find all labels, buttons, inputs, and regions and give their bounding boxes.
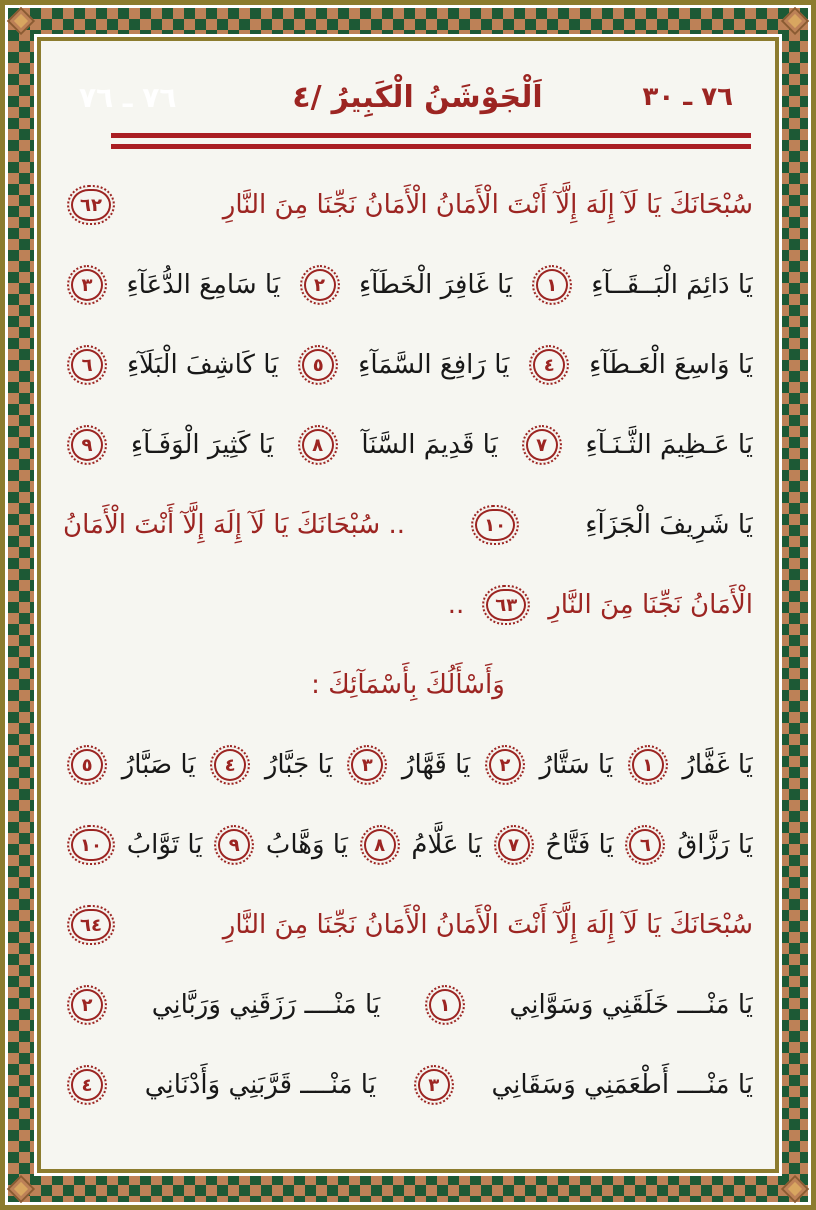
verse-number-badge: ٦٢ [67, 185, 115, 225]
prayer-text: سُبْحَانَكَ يَا لَآ إِلَهَ إِلَّآ أَنْتَ الْأَمَانُ الْأَمَانُ نَجِّنَا مِنَ النَّارِ [222, 190, 753, 220]
prayer-text: يَا وَهَّابُ [265, 830, 348, 860]
prayer-text: يَا رَزَّاقُ [677, 830, 753, 860]
verse-number-badge: ١ [532, 265, 572, 305]
prayer-text: يَا كَثِيرَ الْوَفَـآءِ [130, 430, 274, 460]
prayer-text: يَا جَبَّارُ [264, 750, 333, 780]
verse-number-badge: ٧ [522, 425, 562, 465]
prayer-text: يَا قَدِيمَ السَّنَآ [361, 430, 498, 460]
prayer-line [63, 1045, 753, 1125]
prayer-text: يَا رَافِعَ السَّمَآءِ [358, 350, 510, 380]
verse-number-badge: ١٠ [471, 505, 519, 545]
verse-number-badge: ٣ [414, 1065, 454, 1105]
prayer-text: يَا عَلَّامُ [411, 830, 482, 860]
prayer-text: يَا سَتَّارُ [539, 750, 614, 780]
section-number: ٤/ [292, 79, 322, 115]
verse-number-badge: ٨ [298, 425, 338, 465]
prayer-line [63, 245, 753, 325]
verse-number-badge: ١ [628, 745, 668, 785]
prayer-text: يَا مَنْــــ رَزَقَنِي وَرَبَّانِي [151, 990, 381, 1020]
verse-number-badge: ٤ [67, 1065, 107, 1105]
prayer-text: يَا صَبَّارُ [121, 750, 196, 780]
prayer-text: الْأَمَانُ نَجِّنَا مِنَ النَّارِ [548, 590, 753, 620]
verse-number-badge: ٦٣ [482, 585, 530, 625]
prayer-line [63, 565, 753, 645]
prayer-text: سُبْحَانَكَ يَا لَآ إِلَهَ إِلَّآ أَنْتَ الْأَمَانُ الْأَمَانُ نَجِّنَا مِنَ النَّارِ [222, 910, 753, 940]
verse-number-badge: ٤ [529, 345, 569, 385]
page-range: ٧٦ ـ ٣٠ [642, 82, 733, 112]
border-gold-line [37, 37, 779, 1173]
verse-number-badge: ٩ [214, 825, 254, 865]
verse-number-badge: ٢ [300, 265, 340, 305]
prayer-text: يَا فَتَّاحُ [545, 830, 614, 860]
prayer-text: يَا تَوَّابُ [126, 830, 203, 860]
prayer-text: يَا شَرِيفَ الْجَزَآءِ [585, 510, 753, 540]
page-header [79, 71, 733, 123]
verse-number-badge: ٢ [485, 745, 525, 785]
prayer-text: يَا قَهَّارُ [401, 750, 471, 780]
prayer-text: يَا مَنْــــ قَرَّبَنِي وَأَدْنَانِي [144, 1070, 376, 1100]
prayer-line [63, 485, 753, 565]
prayer-line [63, 405, 753, 485]
border-white-line [5, 5, 811, 1205]
verse-number-badge: ١٠ [67, 825, 115, 865]
prayer-text: يَا دَائِمَ الْبَــقَــآءِ [591, 270, 753, 300]
verse-number-badge: ٣ [67, 265, 107, 305]
verse-number-badge: ٥ [298, 345, 338, 385]
corner-ornament-icon [781, 7, 809, 35]
prayer-line [63, 165, 753, 245]
prayer-text: .. سُبْحَانَكَ يَا لَآ إِلَهَ إِلَّآ أَنْتَ الْأَمَانُ [63, 510, 405, 540]
title-text: اَلْجَوْشَنُ الْكَبِيرُ [331, 79, 543, 115]
prayer-line [63, 805, 753, 885]
page-content [49, 49, 767, 1161]
verse-number-badge: ٦ [67, 345, 107, 385]
prayer-text: .. [447, 590, 465, 620]
border-white-line-inner [34, 34, 782, 1176]
verse-number-badge: ٧ [494, 825, 534, 865]
prayer-text: يَا مَنْــــ أَطْعَمَنِي وَسَقَانِي [491, 1070, 753, 1100]
verse-number-badge: ٦ [625, 825, 665, 865]
corner-ornament-icon [7, 7, 35, 35]
prayer-line [63, 965, 753, 1045]
prayer-line [63, 325, 753, 405]
verse-number-badge: ٩ [67, 425, 107, 465]
verse-number-badge: ٥ [67, 745, 107, 785]
corner-ornament-icon [7, 1175, 35, 1203]
verse-number-badge: ١ [425, 985, 465, 1025]
verse-number-badge: ٤ [210, 745, 250, 785]
header-divider-rule [111, 133, 751, 149]
prayer-text: يَا وَاسِعَ الْعَـطَآءِ [589, 350, 753, 380]
prayer-text: يَا كَاشِفَ الْبَلَآءِ [126, 350, 279, 380]
prayer-lines [63, 165, 753, 1125]
corner-ornament-icon [781, 1175, 809, 1203]
prayer-text: يَا سَامِعَ الدُّعَآءِ [126, 270, 281, 300]
verse-number-badge: ٣ [347, 745, 387, 785]
prayer-line [63, 725, 753, 805]
ornamental-border [8, 8, 808, 1202]
prayer-text: يَا غَافِرَ الْخَطَآءِ [358, 270, 513, 300]
prayer-line [63, 645, 753, 725]
prayer-text: يَا غَفَّارُ [682, 750, 753, 780]
page-title [292, 80, 542, 115]
verse-number-badge: ٨ [360, 825, 400, 865]
prayer-line [63, 885, 753, 965]
ghost-page-numbers: ٧٦ ـ ٧٦ [79, 80, 177, 114]
prayer-text: يَا مَنْــــ خَلَقَنِي وَسَوَّانِي [509, 990, 753, 1020]
prayer-text: وَأَسْأَلُكَ بِأَسْمَآئِكَ : [311, 670, 505, 700]
prayer-text: يَا عَـظِيمَ الثَّـنَـآءِ [585, 430, 753, 460]
verse-number-badge: ٢ [67, 985, 107, 1025]
verse-number-badge: ٦٤ [67, 905, 115, 945]
